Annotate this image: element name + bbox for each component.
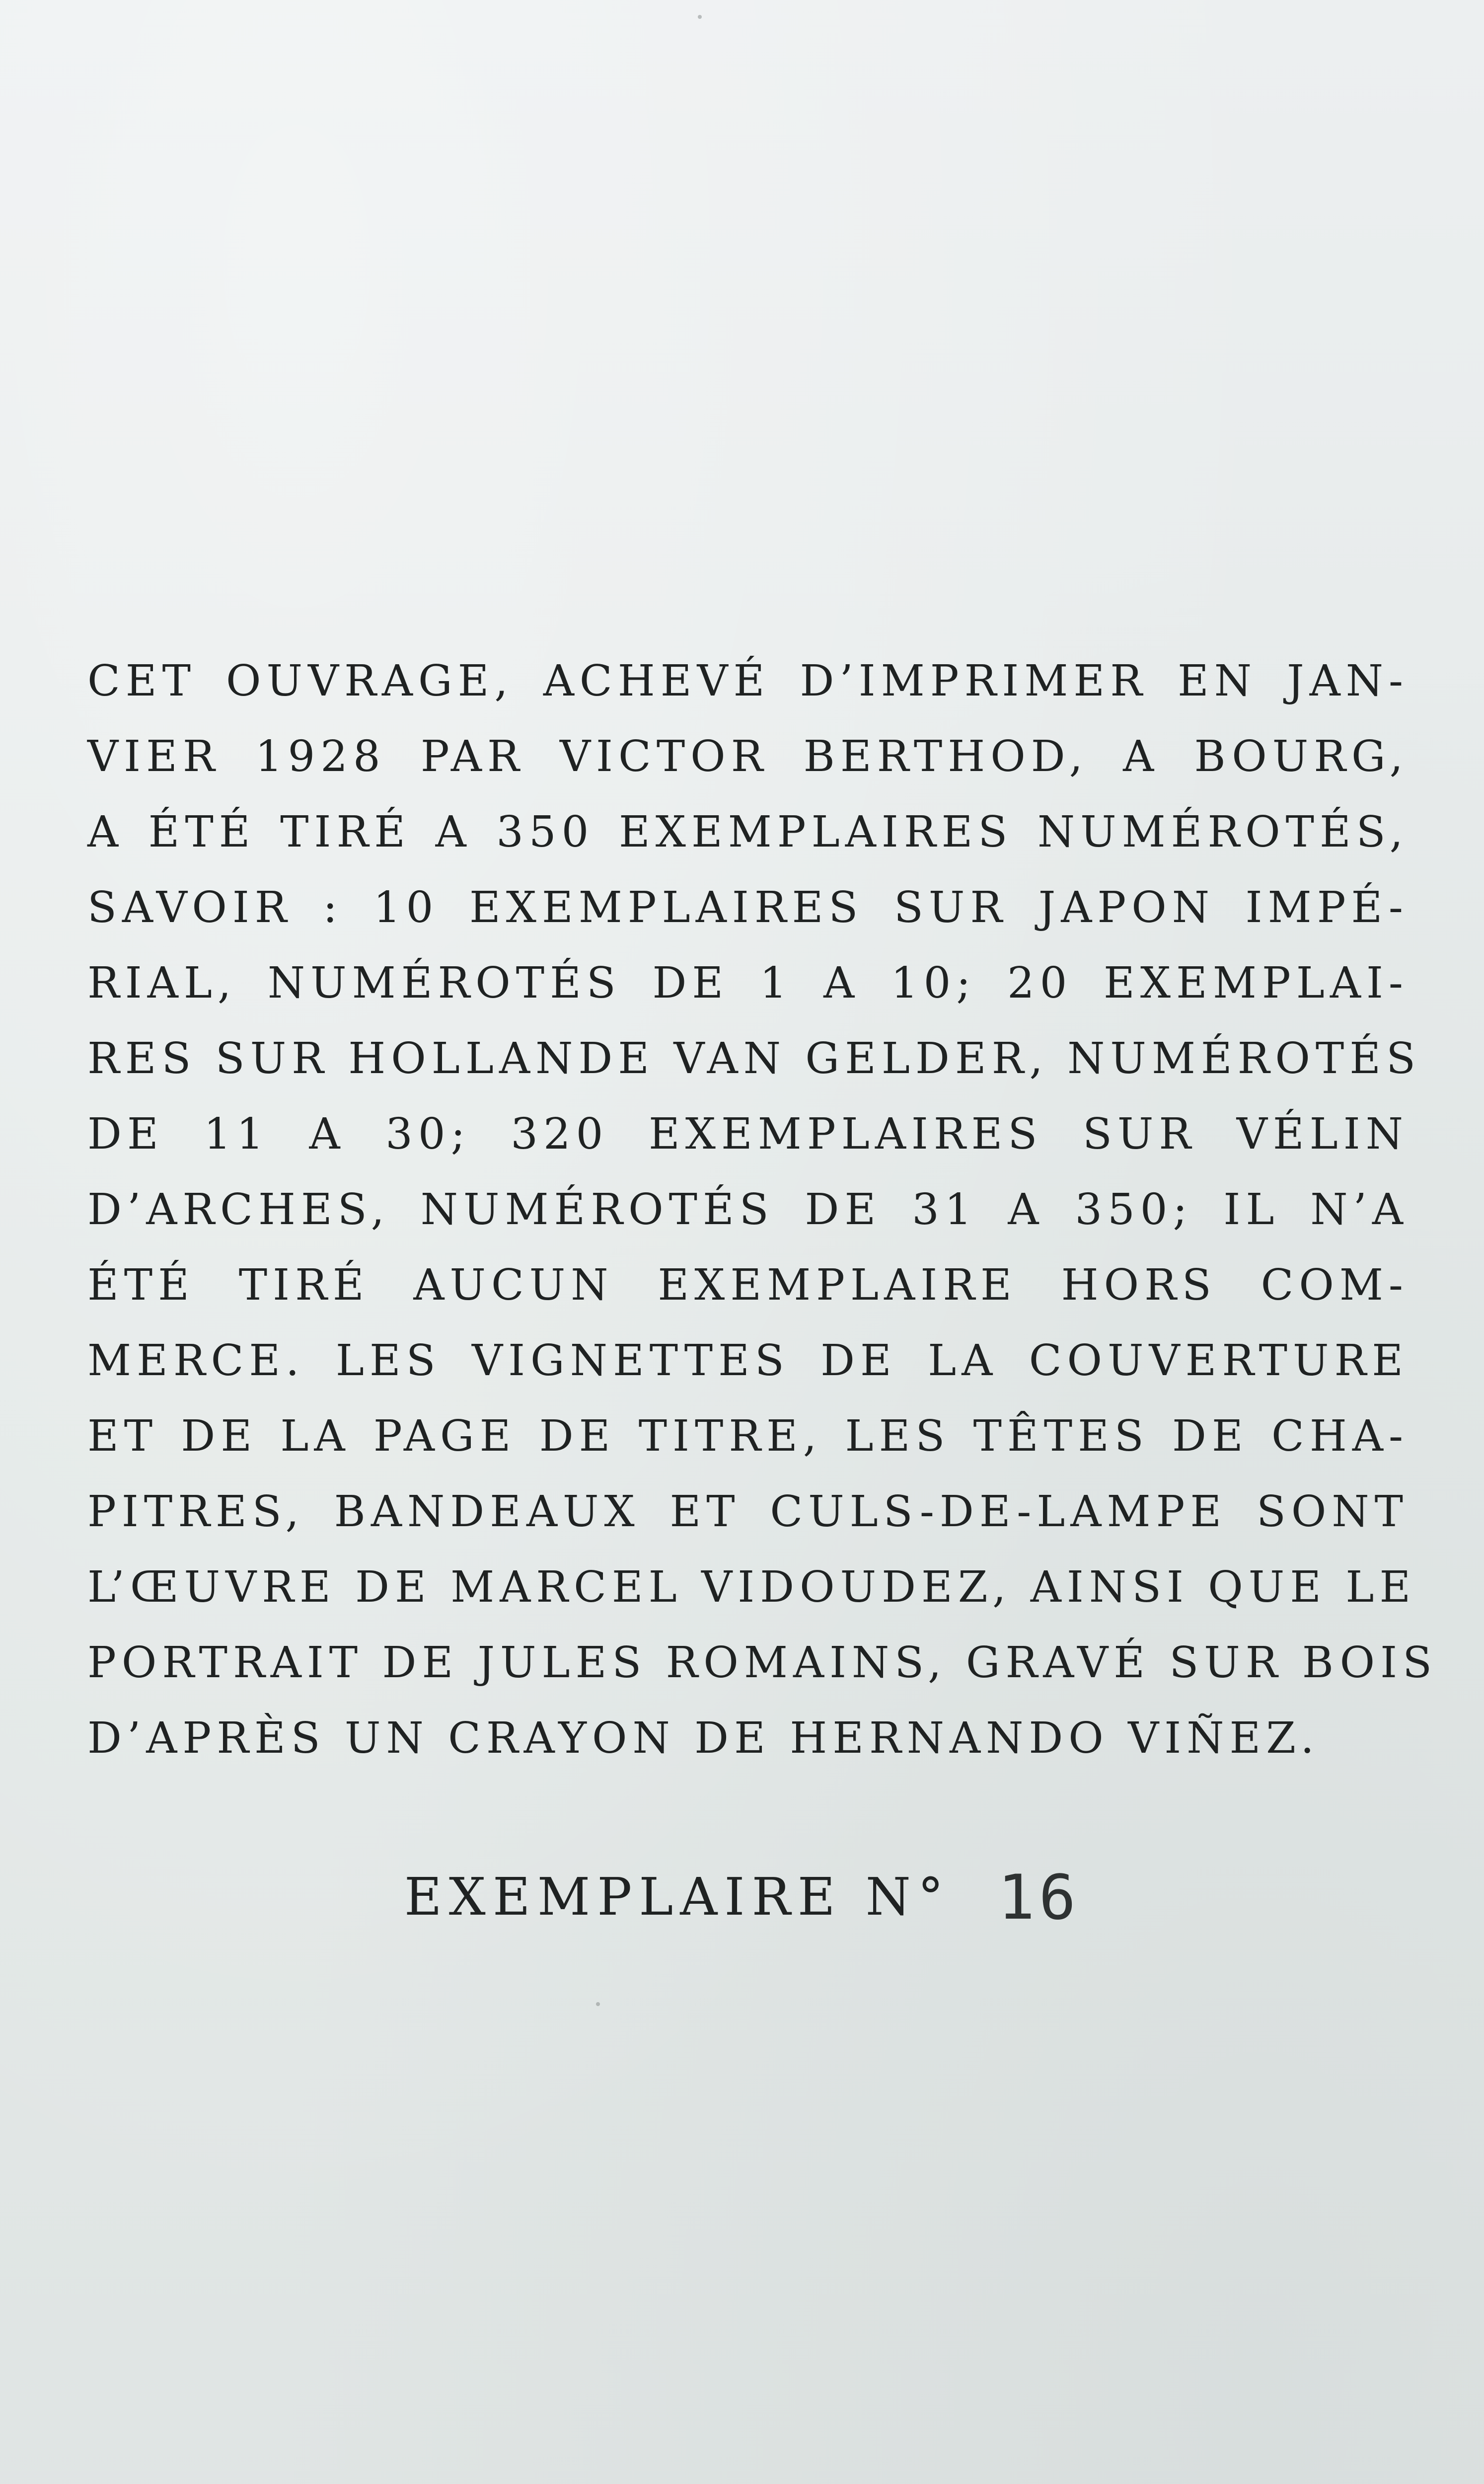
copy-number-line [0, 1858, 1484, 1934]
colophon-line: D’ARCHES, NUMÉROTÉS DE 31 A 350; IL N’A [87, 1185, 1409, 1235]
colophon-line: CET OUVRAGE, ACHEVÉ D’IMPRIMER EN JAN- [87, 656, 1409, 706]
colophon-line: ÉTÉ TIRÉ AUCUN EXEMPLAIRE HORS COM- [87, 1260, 1409, 1310]
colophon-line: VIER 1928 PAR VICTOR BERTHOD, A BOURG, [87, 732, 1409, 781]
colophon-line: SAVOIR : 10 EXEMPLAIRES SUR JAPON IMPÉ- [87, 883, 1409, 932]
paper-speck [698, 15, 702, 19]
colophon-line: DE 11 A 30; 320 EXEMPLAIRES SUR VÉLIN [87, 1109, 1409, 1159]
copy-number-label: EXEMPLAIRE N° [404, 1866, 974, 1927]
colophon-line: L’ŒUVRE DE MARCEL VIDOUDEZ, AINSI QUE LE [87, 1562, 1416, 1612]
paper-speck [596, 2002, 600, 2006]
colophon-line: D’APRÈS UN CRAYON DE HERNANDO VIÑEZ. [87, 1713, 1320, 1763]
colophon-line: RIAL, NUMÉROTÉS DE 1 A 10; 20 EXEMPLAI- [87, 958, 1409, 1008]
copy-number-stamp: 16 [997, 1862, 1080, 1934]
colophon-line: RES SUR HOLLANDE VAN GELDER, NUMÉROTÉS [87, 1034, 1421, 1084]
colophon-line: MERCE. LES VIGNETTES DE LA COUVERTURE [87, 1336, 1409, 1386]
colophon-line: ET DE LA PAGE DE TITRE, LES TÊTES DE CHA- [87, 1411, 1409, 1461]
colophon-line: PITRES, BANDEAUX ET CULS-DE-LAMPE SONT [87, 1487, 1409, 1537]
colophon-line: PORTRAIT DE JULES ROMAINS, GRAVÉ SUR BOIS [87, 1638, 1437, 1688]
colophon-text [87, 643, 1437, 1776]
colophon-line: A ÉTÉ TIRÉ A 350 EXEMPLAIRES NUMÉROTÉS, [87, 807, 1409, 857]
